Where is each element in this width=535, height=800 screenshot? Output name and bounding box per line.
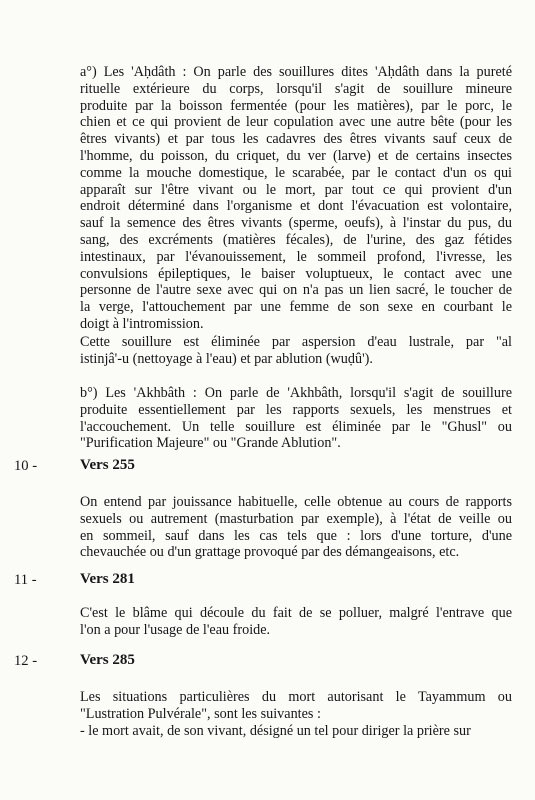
note-heading: Vers 281 [80,571,135,587]
note-heading: Vers 255 [80,457,135,473]
text-line: l'accouchement. Un telle souillure est éliminée par le "Ghusl" ou [80,418,512,435]
text-line: l'on a pour l'usage de l'eau froide. [80,621,271,638]
text-line: sexuels ou autrement (masturbation par exemple), à l'état de veille ou [80,510,512,527]
text-line: chien et ce qui provient de leur copulation avec une autre bête (pour les [80,114,512,131]
text-line: rituelle extérieure du corps, lorsqu'il s'agit de souillure mineure [80,80,512,97]
text-line: produite essentiellement par les rapports sexuels, les menstrues et [80,401,512,418]
text-line: la verge, l'attouchement par une femme de son sexe en courbant le [80,299,512,316]
text-line: Cette souillure est éliminée par aspersion d'eau lustrale, par "al [80,334,512,350]
text-line: istinjâ'-u (nettoyage à l'eau) et par ablution (wuḍû'). [80,350,373,367]
paragraph-ahdath [80,64,512,333]
text-line: sauf la semence des êtres vivants (sperme, oeufs), à l'instar du pus, du [80,215,512,232]
text-line: produite par la boisson fermentée (pour les matières), par le porc, le [80,97,512,114]
text-line: Les situations particulières du mort autorisant le Tayammum ou [80,689,512,705]
paragraph-elimination [80,334,512,368]
text-line: b°) Les 'Akhbâth : On parle de 'Akhbâth, lorsqu'il s'agit de souillure [80,385,512,401]
text-line: chevauchée ou d'un grattage provoqué par des démangeaisons, etc. [80,544,460,561]
text-line: C'est le blâme qui découle du fait de se polluer, malgré l'entrave que [80,605,512,621]
note-number: 12 - [14,653,38,669]
note-number: 10 - [14,458,38,474]
text-line: "Lustration Pulvérale", sont les suivantes : [80,705,321,722]
text-line: personne de l'autre sexe avec qui on n'a pas un lien sacré, le toucher de [80,282,512,299]
text-line: sang, des excréments (matières fécales), de l'urine, des gaz fétides [80,231,512,248]
note-number: 11 - [14,572,37,588]
text-line: On entend par jouissance habituelle, celle obtenue au cours de rapports [80,494,512,510]
text-line: "Purification Majeure" ou "Grande Ablution". [80,435,341,452]
text-line: apparaît sur l'être vivant ou le mort, par tout ce qui provient d'un [80,181,512,198]
text-line: convulsions épileptiques, le baiser voluptueux, le contact avec une [80,265,512,282]
text-line: a°) Les 'Aḥdâth : On parle des souillures dites 'Aḥdâth dans la pureté [80,64,512,80]
text-line: intestinaux, par l'évanouissement, le sommeil profond, l'ivresse, les [80,248,512,265]
note-10-text [80,494,512,561]
text-line: l'homme, du poisson, du criquet, du ver (larve) et de certains insectes [80,147,512,164]
note-heading: Vers 285 [80,652,135,668]
text-line: - le mort avait, de son vivant, désigné un tel pour diriger la prière sur [80,722,471,739]
note-11-text [80,605,512,639]
paragraph-akhbath [80,385,512,452]
text-line: êtres vivants) et par tous les cadavres des êtres vivants sauf ceux de [80,131,512,148]
text-line: doigt à l'intromission. [80,315,204,332]
note-12-text [80,689,512,739]
text-line: endroit déterminé dans l'organisme et dont l'évacuation est volontaire, [80,198,512,215]
text-line: comme la mouche domestique, le scarabée, par le contact d'un os qui [80,164,512,181]
text-line: en sommeil, sauf dans les cas tels que : lors d'une torture, d'une [80,527,512,544]
